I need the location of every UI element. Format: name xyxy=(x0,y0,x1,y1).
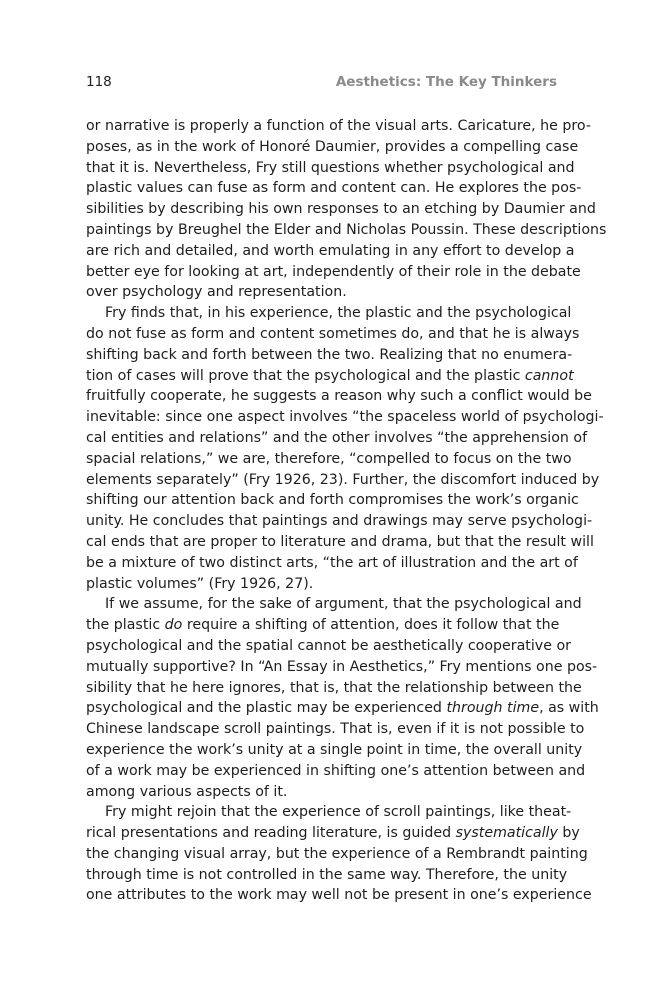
text-line: plastic volumes” (Fry 1926, 27). xyxy=(86,575,314,592)
text-line: over psychology and representation. xyxy=(86,284,347,301)
text-line: among various aspects of it. xyxy=(86,783,288,800)
text-line: mutually supportive? In “An Essay in Aesthetics,” Fry mentions one pos- xyxy=(86,658,598,675)
paragraph-3 xyxy=(86,594,599,802)
text-line: shifting our attention back and forth compromises the work’s organic xyxy=(86,492,579,509)
text-line: spacial relations,” we are, therefore, “compelled to focus on the two xyxy=(86,450,572,467)
running-head: Aesthetics: The Key Thinkers xyxy=(335,74,557,90)
paragraph-2 xyxy=(86,303,604,594)
text-segment: rical presentations and reading literature, is guided xyxy=(86,825,456,842)
text-line: do not fuse as form and content sometimes do, and that he is always xyxy=(86,325,580,342)
text-line: Chinese landscape scroll paintings. That is, even if it is not possible to xyxy=(86,721,585,738)
text-line xyxy=(86,366,574,387)
page-header xyxy=(86,74,557,94)
text-segment: the plastic xyxy=(86,617,165,634)
text-line: one attributes to the work may well not be present in one’s experience xyxy=(86,887,592,904)
text-line: cal entities and relations” and the other involves “the apprehension of xyxy=(86,429,588,446)
text-line: better eye for looking at art, independently of their role in the debate xyxy=(86,263,581,280)
text-line: the changing visual array, but the experience of a Rembrandt painting xyxy=(86,845,588,862)
text-line: sibility that he here ignores, that is, that the relationship between the xyxy=(86,679,582,696)
text-line: that it is. Nevertheless, Fry still questions whether psychological and xyxy=(86,159,575,176)
text-line xyxy=(86,823,580,844)
text-line: unity. He concludes that paintings and drawings may serve psychologi- xyxy=(86,513,593,530)
text-line: elements separately” (Fry 1926, 23). Further, the discomfort induced by xyxy=(86,471,600,488)
text-line: Fry might rejoin that the experience of scroll paintings, like theat- xyxy=(105,804,572,821)
paragraph-4 xyxy=(86,802,592,906)
paragraph-1 xyxy=(86,116,607,303)
text-line: psychological and the spatial cannot be aesthetically cooperative or xyxy=(86,637,571,654)
text-line: Fry finds that, in his experience, the plastic and the psychological xyxy=(105,305,572,322)
text-segment: require a shifting of attention, does it follow that the xyxy=(182,617,560,634)
text-line: shifting back and forth between the two. Realizing that no enumera- xyxy=(86,346,573,363)
text-line: paintings by Breughel the Elder and Nicholas Poussin. These descriptions xyxy=(86,221,607,238)
text-line: If we assume, for the sake of argument, that the psychological and xyxy=(105,596,582,613)
text-line: poses, as in the work of Honoré Daumier, provides a compelling case xyxy=(86,138,579,155)
text-line: plastic values can fuse as form and content can. He explores the pos- xyxy=(86,180,582,197)
text-line: are rich and detailed, and worth emulating in any effort to develop a xyxy=(86,242,575,259)
text-line: cal ends that are proper to literature and drama, but that the result will xyxy=(86,533,594,550)
text-segment: by xyxy=(557,825,580,842)
emphasis-text: do xyxy=(164,617,183,634)
text-segment: tion of cases will prove that the psychological and the plastic xyxy=(86,367,525,384)
text-line: or narrative is properly a function of the visual arts. Caricature, he pro- xyxy=(86,118,591,134)
text-line: experience the work’s unity at a single point in time, the overall unity xyxy=(86,741,583,758)
text-segment: , as with xyxy=(539,700,599,717)
emphasis-text: systematically xyxy=(455,825,558,842)
emphasis-text: through time xyxy=(446,700,540,717)
text-line: of a work may be experienced in shifting one’s attention between and xyxy=(86,762,586,779)
page-number: 118 xyxy=(86,74,112,90)
emphasis-text: cannot xyxy=(524,367,574,384)
text-line: fruitfully cooperate, he suggests a reason why such a conflict would be xyxy=(86,388,592,405)
text-line: inevitable: since one aspect involves “the spaceless world of psychologi- xyxy=(86,409,604,426)
text-segment: psychological and the plastic may be experienced xyxy=(86,700,447,717)
text-line xyxy=(86,698,599,719)
body-text xyxy=(86,116,607,906)
text-line: be a mixture of two distinct arts, “the art of illustration and the art of xyxy=(86,554,578,571)
text-line xyxy=(86,615,560,636)
text-line: through time is not controlled in the same way. Therefore, the unity xyxy=(86,866,568,883)
text-line: sibilities by describing his own responses to an etching by Daumier and xyxy=(86,201,596,218)
